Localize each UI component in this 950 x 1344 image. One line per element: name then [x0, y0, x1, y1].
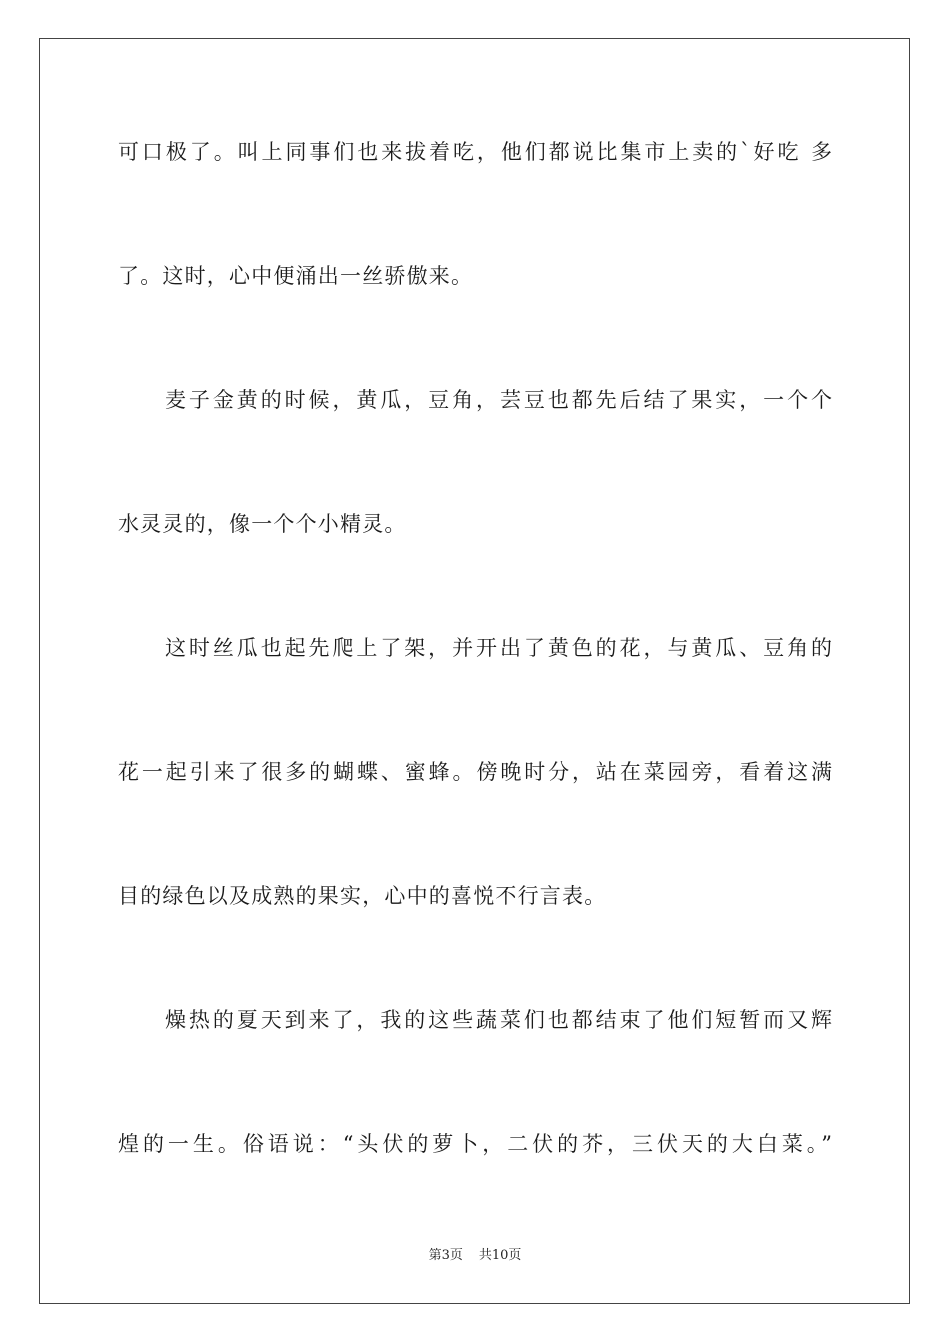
text-line-8: 燥热的夏天到来了，我的这些蔬菜们也都结束了他们短暂而又辉: [165, 1008, 832, 1032]
text-line-5: 这时丝瓜也起先爬上了架，并开出了黄色的花，与黄瓜、豆角的: [165, 636, 832, 660]
text-line-9: 煌的一生。俗语说：“头伏的萝卜，二伏的芥，三伏天的大白菜。”: [118, 1132, 832, 1156]
text-line-3: 麦子金黄的时候，黄瓜，豆角，芸豆也都先后结了果实，一个个: [165, 388, 832, 412]
text-line-2: 了。这时，心中便涌出一丝骄傲来。: [118, 264, 474, 288]
text-line-6: 花一起引来了很多的蝴蝶、蜜蜂。傍晚时分，站在菜园旁，看着这满: [118, 760, 832, 784]
page-number-total: 共10页: [478, 1248, 522, 1263]
page-border: [39, 38, 910, 1304]
page-number-current: 第3页: [428, 1248, 463, 1263]
text-line-7: 目的绿色以及成熟的果实，心中的喜悦不行言表。: [118, 884, 607, 908]
page-footer: [0, 1247, 950, 1265]
text-line-1: 可口极了。叫上同事们也来拔着吃，他们都说比集市上卖的`好吃 多: [118, 140, 832, 164]
text-line-4: 水灵灵的，像一个个小精灵。: [118, 512, 407, 536]
